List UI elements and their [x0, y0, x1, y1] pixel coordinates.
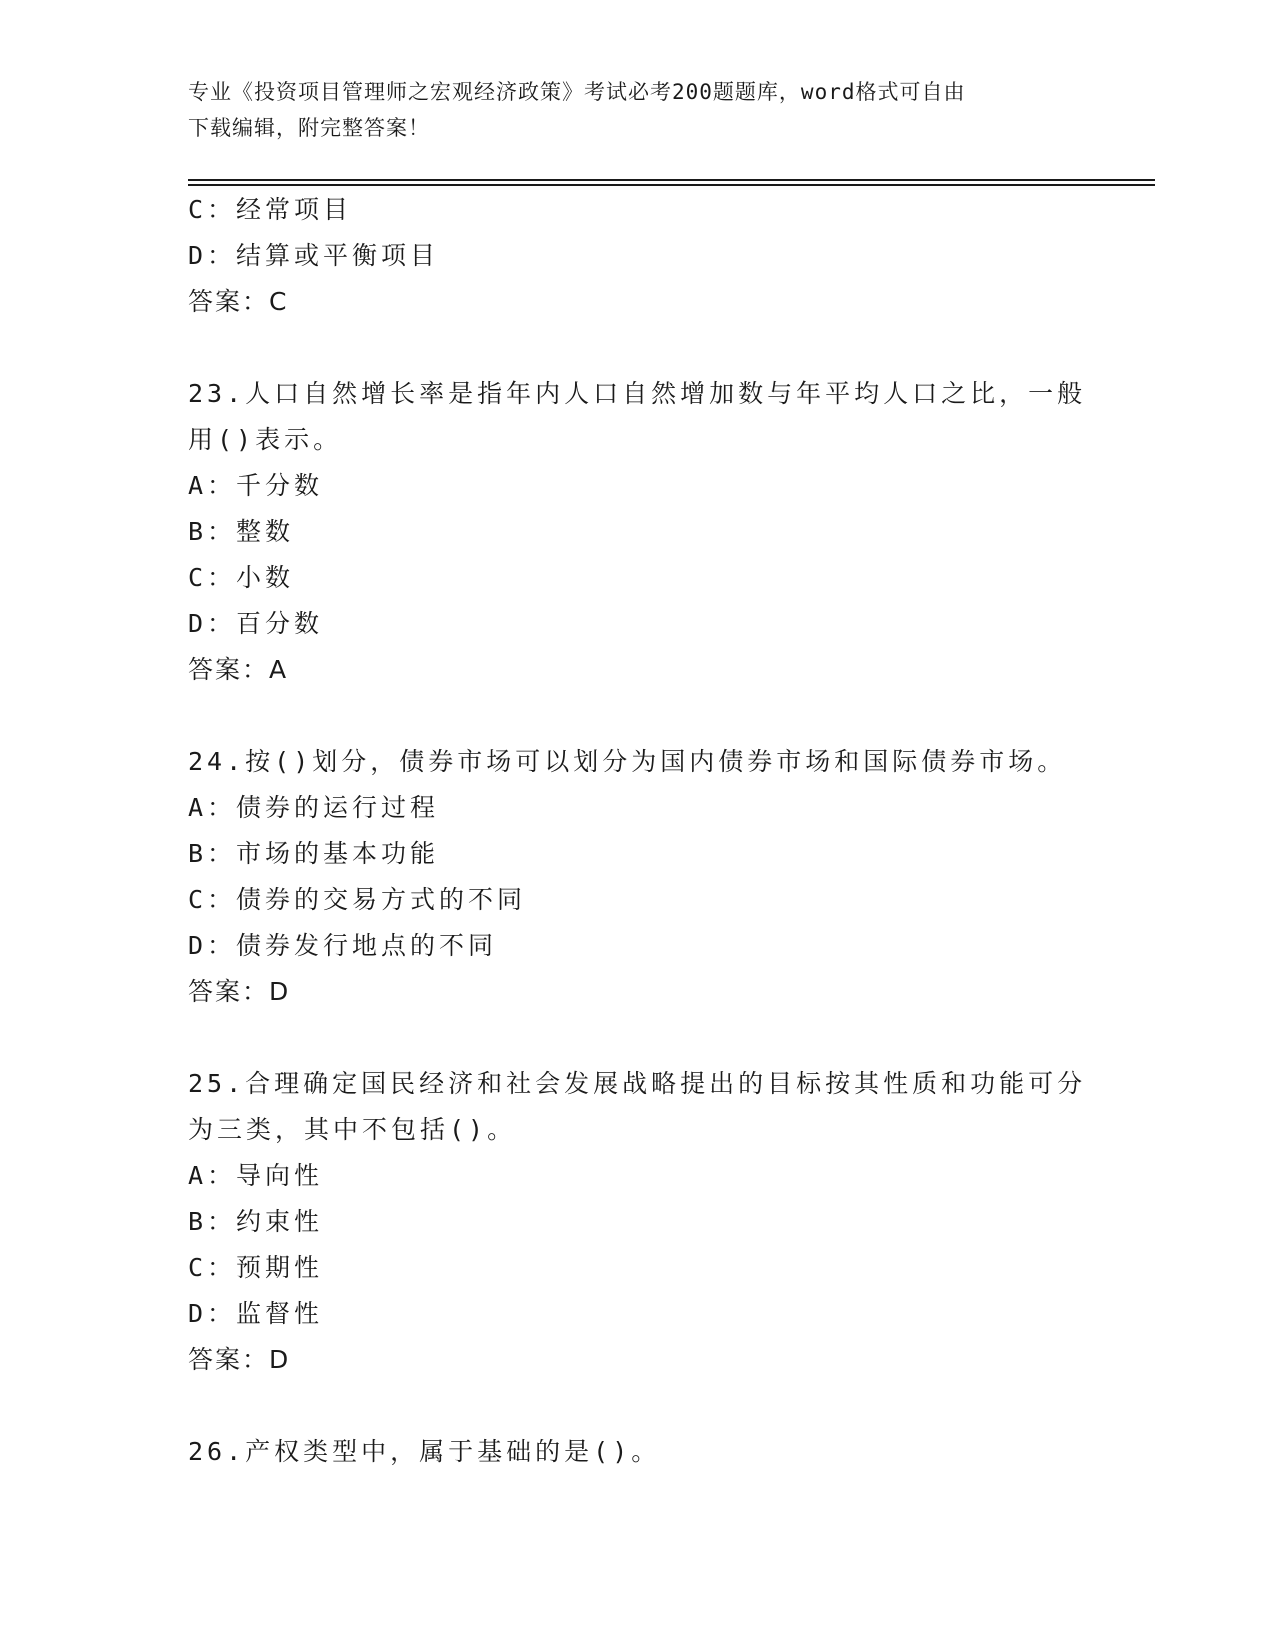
answer-line: 答案：D: [188, 977, 291, 1006]
option-c: C：预期性: [188, 1253, 324, 1282]
question-continued: [188, 187, 1088, 325]
answer-line: 答案：D: [188, 1345, 291, 1374]
option-d: D：监督性: [188, 1299, 324, 1328]
question-26: [188, 1429, 1088, 1475]
header-divider-top: [188, 179, 1155, 181]
document-header: [188, 74, 1088, 146]
question-text-line: 24.按()划分，债券市场可以划分为国内债券市场和国际债券市场。: [188, 747, 1067, 776]
header-line-1: 专业《投资项目管理师之宏观经济政策》考试必考200题题库，word格式可自由: [188, 80, 966, 104]
option-b: B：整数: [188, 517, 295, 546]
question-text-line: 26.产权类型中，属于基础的是()。: [188, 1437, 661, 1466]
question-text-line: 为三类，其中不包括()。: [188, 1115, 517, 1144]
question-25: [188, 1061, 1088, 1383]
answer-line: 答案：C: [188, 287, 289, 316]
question-24: [188, 739, 1088, 1015]
document-body: [188, 187, 1088, 1475]
question-text-line: 25.合理确定国民经济和社会发展战略提出的目标按其性质和功能可分: [188, 1069, 1087, 1098]
spacer: [188, 693, 1088, 739]
option-c: C：经常项目: [188, 195, 353, 224]
option-d: D：百分数: [188, 609, 324, 638]
option-a: A：导向性: [188, 1161, 324, 1190]
option-c: C：债券的交易方式的不同: [188, 885, 527, 914]
spacer: [188, 1383, 1088, 1429]
header-divider-bottom: [188, 184, 1155, 186]
question-text-line: 用()表示。: [188, 425, 343, 454]
question-23: [188, 371, 1088, 693]
question-text-line: 23.人口自然增长率是指年内人口自然增加数与年平均人口之比，一般: [188, 379, 1087, 408]
option-b: B：市场的基本功能: [188, 839, 440, 868]
spacer: [188, 325, 1088, 371]
option-a: A：千分数: [188, 471, 324, 500]
header-line-2: 下载编辑，附完整答案！: [188, 116, 430, 140]
option-a: A：债券的运行过程: [188, 793, 440, 822]
option-b: B：约束性: [188, 1207, 324, 1236]
option-d: D：债券发行地点的不同: [188, 931, 498, 960]
spacer: [188, 1015, 1088, 1061]
option-c: C：小数: [188, 563, 295, 592]
option-d: D：结算或平衡项目: [188, 241, 440, 270]
answer-line: 答案：A: [188, 655, 289, 684]
